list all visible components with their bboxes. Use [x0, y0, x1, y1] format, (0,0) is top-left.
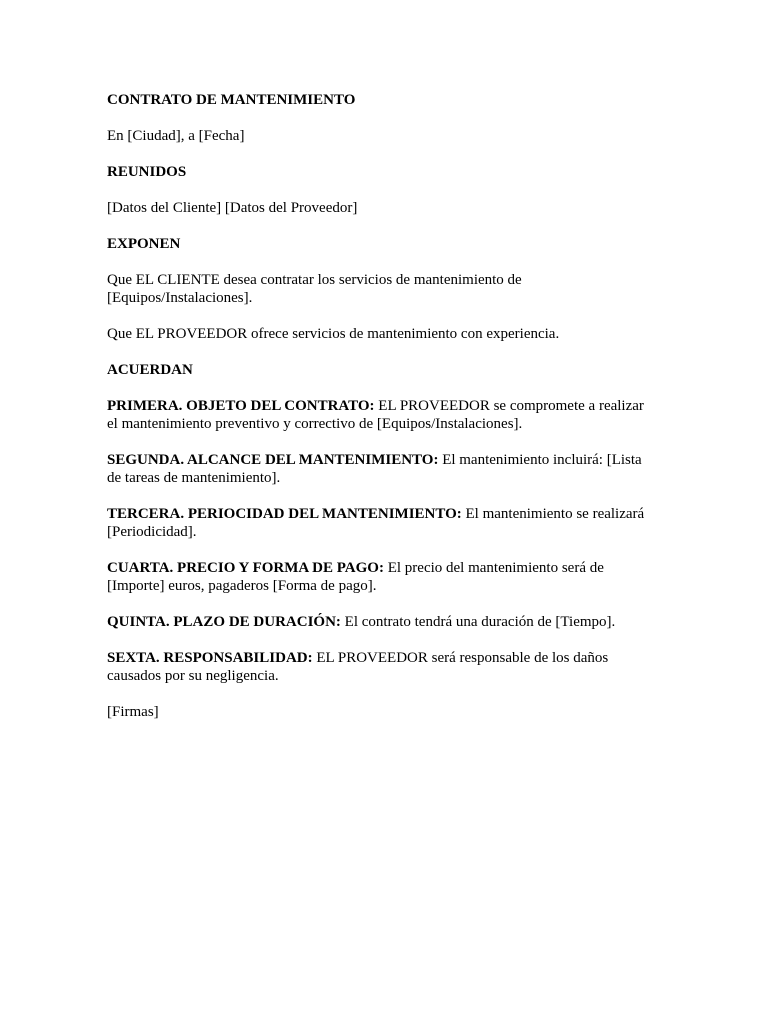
clause-text: EL PROVEEDOR será responsable de los daños causados por su negligencia.: [107, 650, 609, 684]
acuerdan-heading: ACUERDAN: [107, 362, 193, 378]
reunidos-heading: REUNIDOS: [107, 164, 187, 180]
clause-text: El mantenimiento incluirá: [Lista de tareas de mantenimiento].: [107, 452, 642, 486]
signatures-placeholder: [Firmas]: [107, 704, 159, 720]
clause-text: El contrato tendrá una duración de [Tiempo].: [344, 614, 616, 630]
clause-segunda: [107, 451, 655, 487]
clause-primera: [107, 397, 655, 433]
document-body: [107, 91, 655, 739]
clause-title: QUINTA. PLAZO DE DURACIÓN:: [107, 614, 341, 630]
parties-text: [Datos del Cliente] [Datos del Proveedor]: [107, 200, 358, 216]
clause-quinta: [107, 613, 655, 631]
exponen-item-1: Que EL CLIENTE desea contratar los servicios de mantenimiento de [Equipos/Instalaciones].: [107, 272, 522, 306]
clause-text: EL PROVEEDOR se compromete a realizar el mantenimiento preventivo y correctivo de [Equipos/Instalaciones].: [107, 398, 644, 432]
clause-title: SEXTA. RESPONSABILIDAD:: [107, 650, 313, 666]
clause-title: CUARTA. PRECIO Y FORMA DE PAGO:: [107, 560, 384, 576]
document-title: CONTRATO DE MANTENIMIENTO: [107, 92, 356, 108]
clause-cuarta: [107, 559, 655, 595]
clause-sexta: [107, 649, 655, 685]
exponen-heading: EXPONEN: [107, 236, 181, 252]
exponen-item-2: Que EL PROVEEDOR ofrece servicios de mantenimiento con experiencia.: [107, 326, 560, 342]
place-date: En [Ciudad], a [Fecha]: [107, 128, 245, 144]
clause-title: SEGUNDA. ALCANCE DEL MANTENIMIENTO:: [107, 452, 439, 468]
clause-tercera: [107, 505, 655, 541]
clause-title: TERCERA. PERIOCIDAD DEL MANTENIMIENTO:: [107, 506, 462, 522]
clause-text: El mantenimiento se realizará [Periodicidad].: [107, 506, 645, 540]
clause-title: PRIMERA. OBJETO DEL CONTRATO:: [107, 398, 375, 414]
clause-text: El precio del mantenimiento será de [Importe] euros, pagaderos [Forma de pago].: [107, 560, 604, 594]
